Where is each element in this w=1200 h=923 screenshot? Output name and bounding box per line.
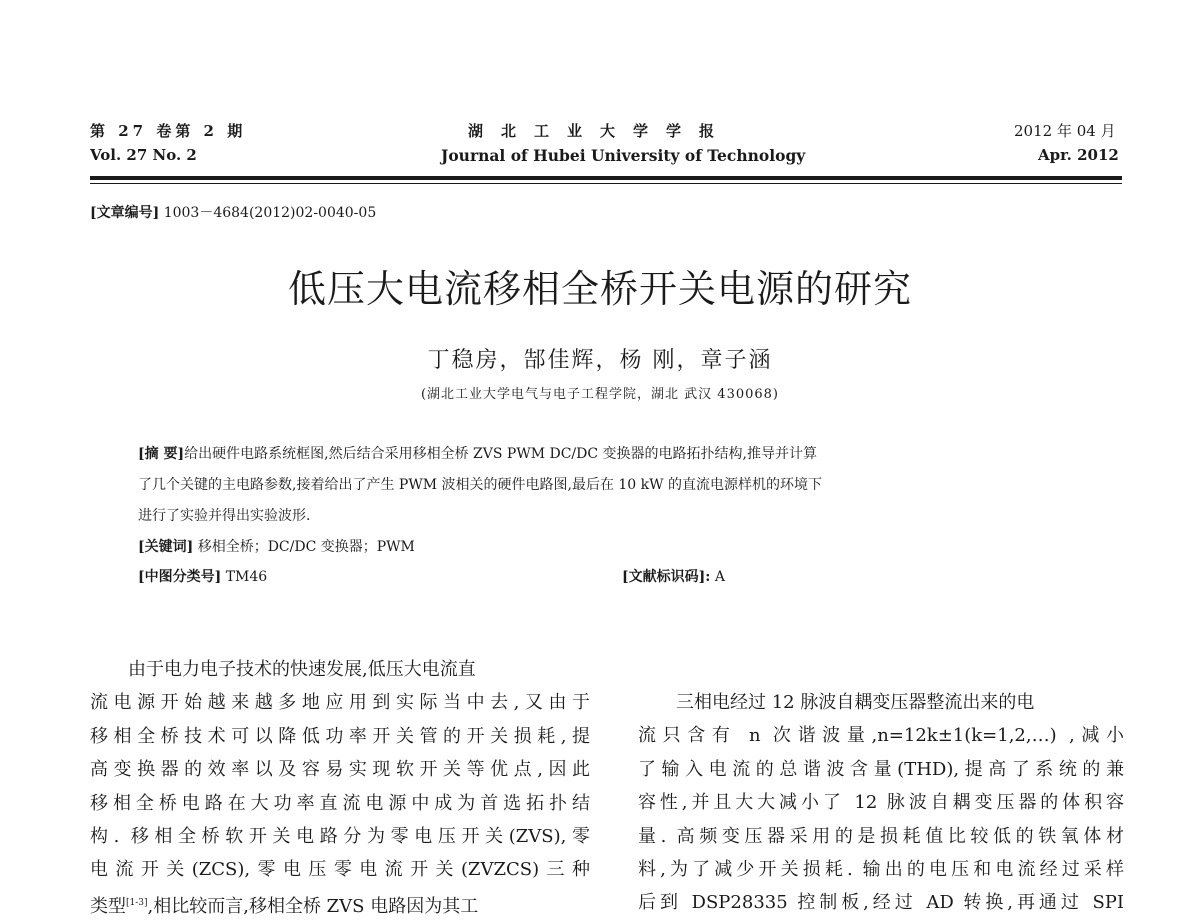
- body-right-line: 容性,并且大大减小了 12 脉波自耦变压器的体积容: [638, 792, 1124, 814]
- header-rule-thin: [90, 183, 1122, 184]
- body-left-text: 类型: [90, 895, 126, 917]
- header-rule-thick: [90, 176, 1122, 180]
- body-left-line: 由于电力电子技术的快速发展,低压大电流直: [128, 659, 476, 680]
- body-right-line: 量. 高频变压器采用的是损耗值比较低的铁氧体材: [638, 825, 1124, 847]
- journal-name-en: Journal of Hubei University of Technology: [441, 146, 806, 165]
- abstract-line-2: 了几个关键的主电路参数,接着给出了产生 PWM 波相关的硬件电路图,最后在 10 kW 的直流电源样机的环境下: [138, 477, 822, 493]
- author-list: 丁稳房，郜佳辉，杨 刚，章子涵: [427, 348, 773, 373]
- body-right-line: 三相电经过 12 脉波自耦变压器整流出来的电: [676, 692, 1035, 713]
- body-left-line: 移相全桥技术可以降低功率开关管的开关损耗,提: [90, 725, 590, 747]
- body-right-line: 了输入电流的总谐波含量(THD),提高了系统的兼: [638, 758, 1124, 780]
- abstract-line-1: [138, 443, 817, 463]
- body-right-line: 流只含有 n 次谐波量,n=12k±1(k=1,2,…) ,减小: [638, 725, 1124, 747]
- clc-number: [138, 566, 267, 586]
- clc-value: TM46: [225, 569, 268, 585]
- volume-issue-cn: 第 27 卷第 2 期: [90, 122, 247, 140]
- article-number-label: [文章编号]: [90, 205, 160, 221]
- body-left-line: 移相全桥电路在大功率直流电源中成为首选拓扑结: [90, 792, 590, 814]
- abstract-label: [摘 要]: [138, 446, 185, 462]
- keywords-value: 移相全桥；DC/DC 变换器；PWM: [197, 539, 415, 555]
- body-right-line: 料,为了减少开关损耗. 输出的电压和电流经过采样: [638, 858, 1124, 880]
- body-left-line-cited: [90, 887, 590, 920]
- document-code-label: [文献标识码]:: [622, 569, 711, 585]
- citation: [1-3]: [126, 897, 148, 908]
- body-right-line: 后到 DSP28335 控制板,经过 AD 转换,再通过 SPI: [638, 892, 1124, 914]
- volume-issue-en: Vol. 27 No. 2: [90, 146, 197, 164]
- body-left-text: ,相比较而言,移相全桥 ZVS 电路因为其工: [147, 895, 479, 917]
- article-number-value: 1003－4684(2012)02-0040-05: [163, 205, 377, 221]
- issue-date-en: Apr. 2012: [1038, 146, 1119, 164]
- issue-date-cn: 2012 年 04 月: [1014, 122, 1116, 140]
- abstract-line-3: 进行了实验并得出实验波形.: [138, 508, 311, 524]
- body-column-left: [90, 653, 590, 920]
- article-number: [90, 202, 376, 222]
- document-code-value: A: [714, 569, 725, 585]
- keywords-label: [关键词]: [138, 539, 194, 555]
- body-left-line: 电流开关(ZCS),零电压零电流开关(ZVZCS)三种: [90, 859, 590, 881]
- body-column-right: [638, 686, 1124, 920]
- document-code: [622, 566, 725, 586]
- journal-name-cn: 湖北工业大学学报: [468, 122, 733, 140]
- affiliation: (湖北工业大学电气与电子工程学院，湖北 武汉 430068): [420, 387, 780, 402]
- abstract-text-1: 给出硬件电路系统框图,然后结合采用移相全桥 ZVS PWM DC/DC 变换器的电路拓扑结构,推导并计算: [184, 446, 817, 462]
- body-left-line: 高变换器的效率以及容易实现软开关等优点,因此: [90, 759, 590, 781]
- body-left-line: 流电源开始越来越多地应用到实际当中去,又由于: [90, 692, 590, 714]
- clc-label: [中图分类号]: [138, 569, 222, 585]
- paper-title: 低压大电流移相全桥开关电源的研究: [287, 267, 912, 311]
- body-left-line: 构. 移相全桥软开关电路分为零电压开关(ZVS),零: [90, 825, 590, 847]
- keywords: [138, 536, 415, 556]
